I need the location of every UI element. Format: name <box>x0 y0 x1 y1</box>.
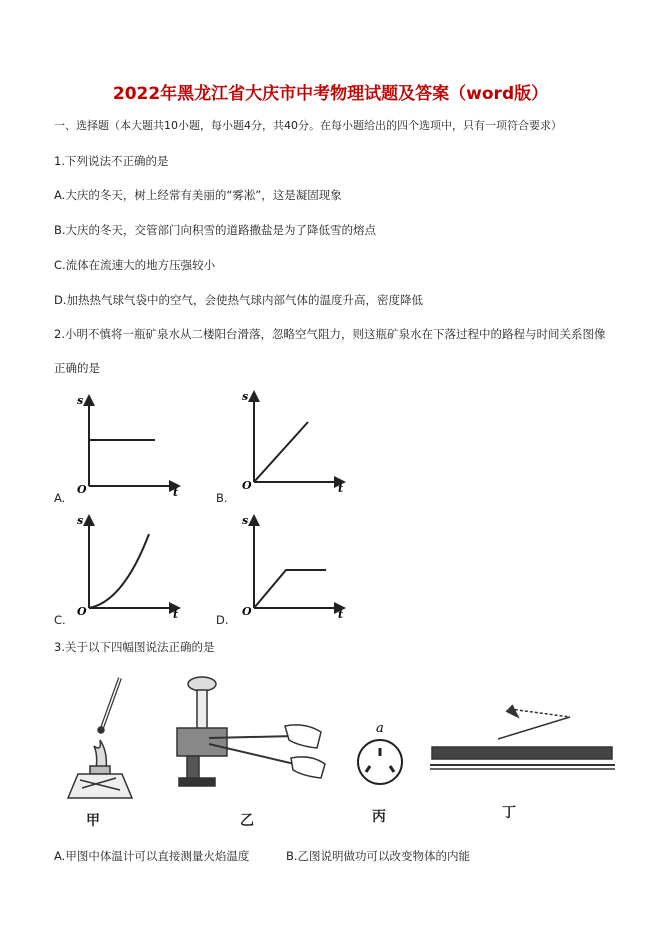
curve-c <box>89 534 149 608</box>
q1-option-d: D.加热热气球气袋中的空气，会使热气球内部气体的温度升高，密度降低 <box>54 293 424 307</box>
curve-d <box>254 570 326 608</box>
origin-label: O <box>242 605 252 618</box>
q1-option-c: C.流体在流速大的地方压强较小 <box>54 258 216 272</box>
graph-label-a: A. <box>54 491 66 505</box>
origin-label: O <box>77 483 87 496</box>
figure-label-yi: 乙 <box>240 813 254 829</box>
graph-label-b: B. <box>216 491 228 505</box>
q2-stem-line2: 正确的是 <box>54 361 100 375</box>
socket-label-a: a <box>376 721 384 736</box>
curve-a <box>89 440 155 486</box>
q3-stem: 3.关于以下四幅图说法正确的是 <box>54 640 215 654</box>
q1-option-a: A.大庆的冬天，树上经常有美丽的“雾凇”，这是凝固现象 <box>54 188 342 202</box>
graph-d <box>240 512 350 620</box>
curve-b <box>254 422 308 482</box>
figure-yi-friction-tube <box>165 670 340 800</box>
figure-label-jia: 甲 <box>86 813 100 829</box>
figure-jia-alcohol-lamp <box>50 670 150 800</box>
figure-label-ding: 丁 <box>502 805 516 821</box>
x-axis-label: t <box>338 482 344 493</box>
graph-b <box>240 388 350 493</box>
origin-label: O <box>242 479 252 492</box>
origin-label: O <box>77 605 87 618</box>
graph-label-c: C. <box>54 613 66 627</box>
y-axis-label: s <box>77 394 84 407</box>
figure-ding-track <box>420 695 620 785</box>
figure-label-bing: 丙 <box>372 809 386 825</box>
q3-option-a: A.甲图中体温计可以直接测量火焰温度 <box>54 849 250 863</box>
graph-label-d: D. <box>216 613 229 627</box>
q2-stem-line1: 2.小明不慎将一瓶矿泉水从二楼阳台滑落，忽略空气阻力，则这瓶矿泉水在下落过程中的路程与时间关系图像 <box>54 327 606 341</box>
page-title: 2022年黑龙江省大庆市中考物理试题及答案（word版） <box>112 84 549 104</box>
x-axis-label: t <box>338 608 344 620</box>
y-axis-label: s <box>242 514 249 527</box>
figure-bing-socket <box>350 718 410 798</box>
graph-a <box>75 392 185 497</box>
y-axis-label: s <box>77 514 84 527</box>
x-axis-label: t <box>173 486 179 497</box>
q3-option-b: B.乙图说明做功可以改变物体的内能 <box>286 849 471 863</box>
section-heading: 一、选择题（本大题共10小题，每小题4分，共40分。在每小题给出的四个选项中，只有一项符合要求） <box>54 119 562 132</box>
graph-c <box>75 512 185 620</box>
q1-option-b: B.大庆的冬天，交管部门向积雪的道路撒盐是为了降低雪的熔点 <box>54 223 377 237</box>
y-axis-label: s <box>242 390 249 403</box>
q1-stem: 1.下列说法不正确的是 <box>54 154 169 168</box>
x-axis-label: t <box>173 608 179 620</box>
